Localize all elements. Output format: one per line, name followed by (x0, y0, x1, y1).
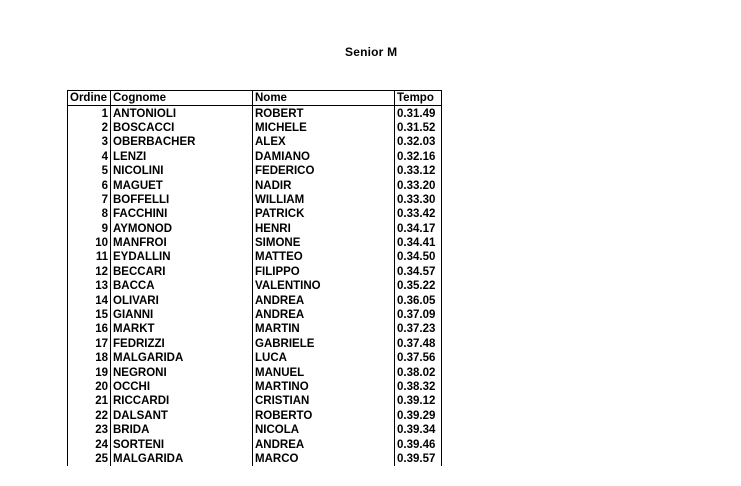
cell-nome: ANDREA (253, 308, 395, 322)
cell-cognome: BECCARI (111, 265, 253, 279)
cell-ordine: 9 (68, 222, 111, 236)
cell-cognome: NEGRONI (111, 365, 253, 379)
cell-tempo: 0.37.56 (395, 351, 442, 365)
cell-nome: NICOLA (253, 423, 395, 437)
cell-ordine: 17 (68, 337, 111, 351)
results-body (68, 106, 442, 466)
cell-cognome: MAGUET (111, 178, 253, 192)
cell-cognome: MARKT (111, 322, 253, 336)
table-row (68, 236, 442, 250)
table-row (68, 135, 442, 149)
cell-tempo: 0.34.57 (395, 265, 442, 279)
cell-nome: PATRICK (253, 207, 395, 221)
cell-tempo: 0.37.23 (395, 322, 442, 336)
cell-ordine: 16 (68, 322, 111, 336)
cell-cognome: MALGARIDA (111, 452, 253, 466)
cell-nome: CRISTIAN (253, 394, 395, 408)
cell-tempo: 0.32.16 (395, 150, 442, 164)
cell-cognome: GIANNI (111, 308, 253, 322)
cell-ordine: 8 (68, 207, 111, 221)
cell-cognome: NICOLINI (111, 164, 253, 178)
cell-ordine: 14 (68, 293, 111, 307)
cell-nome: MATTEO (253, 250, 395, 264)
cell-tempo: 0.33.42 (395, 207, 442, 221)
cell-cognome: OLIVARI (111, 293, 253, 307)
table-row (68, 106, 442, 121)
cell-cognome: SORTENI (111, 437, 253, 451)
cell-tempo: 0.38.02 (395, 365, 442, 379)
table-row (68, 322, 442, 336)
header-tempo: Tempo (395, 91, 442, 106)
header-cognome: Cognome (111, 91, 253, 106)
cell-ordine: 18 (68, 351, 111, 365)
cell-nome: LUCA (253, 351, 395, 365)
cell-nome: ROBERT (253, 106, 395, 121)
table-row (68, 437, 442, 451)
header-ordine: Ordine (68, 91, 111, 106)
cell-tempo: 0.39.57 (395, 452, 442, 466)
table-row (68, 293, 442, 307)
cell-ordine: 13 (68, 279, 111, 293)
cell-tempo: 0.37.09 (395, 308, 442, 322)
table-row (68, 308, 442, 322)
cell-tempo: 0.31.52 (395, 121, 442, 135)
table-row (68, 178, 442, 192)
results-table (67, 90, 442, 466)
cell-nome: ANDREA (253, 437, 395, 451)
cell-tempo: 0.33.12 (395, 164, 442, 178)
table-row (68, 164, 442, 178)
cell-ordine: 20 (68, 380, 111, 394)
cell-nome: HENRI (253, 222, 395, 236)
cell-cognome: OCCHI (111, 380, 253, 394)
cell-tempo: 0.34.17 (395, 222, 442, 236)
cell-tempo: 0.36.05 (395, 293, 442, 307)
table-row (68, 394, 442, 408)
cell-tempo: 0.34.50 (395, 250, 442, 264)
cell-ordine: 12 (68, 265, 111, 279)
cell-cognome: EYDALLIN (111, 250, 253, 264)
cell-cognome: FEDRIZZI (111, 337, 253, 351)
cell-cognome: BRIDA (111, 423, 253, 437)
cell-ordine: 3 (68, 135, 111, 149)
cell-cognome: MANFROI (111, 236, 253, 250)
cell-nome: ANDREA (253, 293, 395, 307)
cell-nome: GABRIELE (253, 337, 395, 351)
cell-cognome: BACCA (111, 279, 253, 293)
table-row (68, 351, 442, 365)
cell-tempo: 0.39.34 (395, 423, 442, 437)
cell-ordine: 11 (68, 250, 111, 264)
table-row (68, 380, 442, 394)
cell-ordine: 19 (68, 365, 111, 379)
table-row (68, 279, 442, 293)
table-row (68, 121, 442, 135)
cell-ordine: 5 (68, 164, 111, 178)
cell-ordine: 10 (68, 236, 111, 250)
table-row (68, 265, 442, 279)
cell-nome: MARTIN (253, 322, 395, 336)
cell-nome: VALENTINO (253, 279, 395, 293)
table-row (68, 250, 442, 264)
cell-tempo: 0.32.03 (395, 135, 442, 149)
cell-cognome: DALSANT (111, 409, 253, 423)
cell-tempo: 0.39.46 (395, 437, 442, 451)
cell-nome: MARCO (253, 452, 395, 466)
cell-nome: FEDERICO (253, 164, 395, 178)
cell-cognome: BOSCACCI (111, 121, 253, 135)
table-row (68, 365, 442, 379)
cell-ordine: 2 (68, 121, 111, 135)
cell-cognome: MALGARIDA (111, 351, 253, 365)
cell-tempo: 0.39.29 (395, 409, 442, 423)
cell-ordine: 24 (68, 437, 111, 451)
cell-cognome: AYMONOD (111, 222, 253, 236)
cell-nome: MICHELE (253, 121, 395, 135)
cell-ordine: 21 (68, 394, 111, 408)
cell-nome: NADIR (253, 178, 395, 192)
cell-cognome: LENZI (111, 150, 253, 164)
header-row (68, 91, 442, 106)
cell-nome: MARTINO (253, 380, 395, 394)
cell-cognome: FACCHINI (111, 207, 253, 221)
cell-nome: MANUEL (253, 365, 395, 379)
table-row (68, 409, 442, 423)
cell-tempo: 0.34.41 (395, 236, 442, 250)
cell-ordine: 22 (68, 409, 111, 423)
cell-ordine: 15 (68, 308, 111, 322)
table-row (68, 207, 442, 221)
cell-tempo: 0.38.32 (395, 380, 442, 394)
cell-nome: FILIPPO (253, 265, 395, 279)
table-row (68, 193, 442, 207)
cell-nome: ROBERTO (253, 409, 395, 423)
cell-tempo: 0.33.30 (395, 193, 442, 207)
header-nome: Nome (253, 91, 395, 106)
cell-cognome: RICCARDI (111, 394, 253, 408)
cell-ordine: 23 (68, 423, 111, 437)
table-row (68, 222, 442, 236)
cell-nome: DAMIANO (253, 150, 395, 164)
cell-cognome: BOFFELLI (111, 193, 253, 207)
cell-ordine: 25 (68, 452, 111, 466)
cell-nome: SIMONE (253, 236, 395, 250)
cell-tempo: 0.37.48 (395, 337, 442, 351)
cell-ordine: 6 (68, 178, 111, 192)
table-row (68, 150, 442, 164)
cell-tempo: 0.33.20 (395, 178, 442, 192)
table-row (68, 423, 442, 437)
cell-tempo: 0.39.12 (395, 394, 442, 408)
cell-ordine: 4 (68, 150, 111, 164)
cell-ordine: 1 (68, 106, 111, 121)
cell-cognome: ANTONIOLI (111, 106, 253, 121)
cell-cognome: OBERBACHER (111, 135, 253, 149)
cell-ordine: 7 (68, 193, 111, 207)
table-row (68, 452, 442, 466)
cell-nome: WILLIAM (253, 193, 395, 207)
cell-tempo: 0.35.22 (395, 279, 442, 293)
table-row (68, 337, 442, 351)
page-title: Senior M (345, 45, 398, 59)
cell-tempo: 0.31.49 (395, 106, 442, 121)
cell-nome: ALEX (253, 135, 395, 149)
